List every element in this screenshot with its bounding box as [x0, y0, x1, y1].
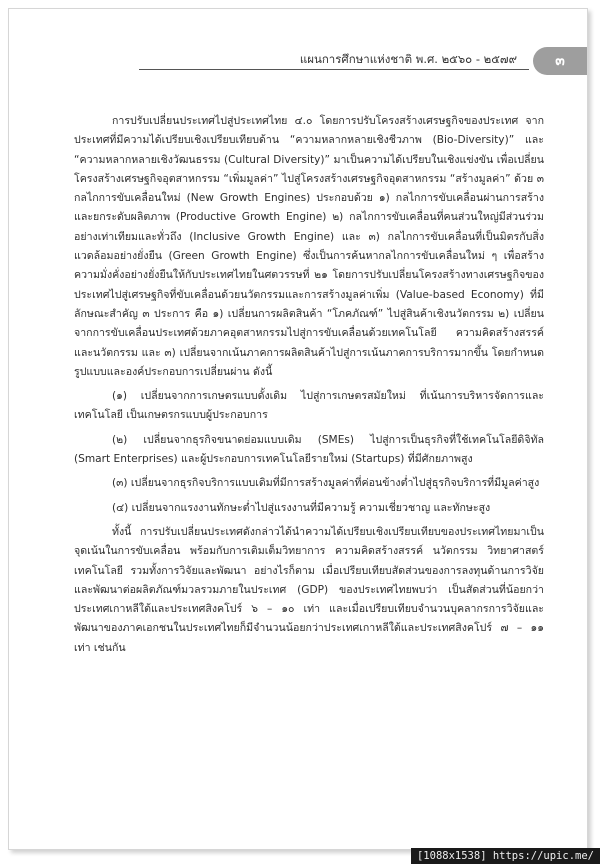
header-rule	[139, 69, 529, 70]
list-item-4: (๔) เปลี่ยนจากแรงงานทักษะต่ำไปสู่แรงงานที่มีความรู้ ความเชี่ยวชาญ และทักษะสูง	[112, 501, 491, 514]
list-item-1: (๑) เปลี่ยนจากการเกษตรแบบดั้งเดิม ไปสู่การเกษตรสมัยใหม่ ที่เน้นการบริหารจัดการและเทคโนโลยี เป็นเกษตรกรแบบผู้ประกอบการ	[74, 390, 544, 422]
list-item-2: (๒) เปลี่ยนจากธุรกิจขนาดย่อมแบบเดิม (SMEs) ไปสู่การเป็นธุรกิจที่ใช้เทคโนโลยีดิจิทัล (Smart Enterprises) และผู้ประกอบการเทคโนโลยีรายใหม่ (Startups) ที่มีศักยภาพสูง	[74, 433, 544, 466]
paragraph-conclusion: ทั้งนี้ การปรับเปลี่ยนประเทศดังกล่าวได้นำความได้เปรียบเชิงเปรียบเทียบของประเทศไทยมาเป็นจุดเน้นในการขับเคลื่อน พร้อมกับการเติมเต็มวิทยาการ ความคิดสร้างสรรค์ นวัตกรรม วิทยาศาสตร์ เทคโนโลยี รวมทั้งการวิจัยและพัฒนา อย่างไรก็ตาม เมื่อเปรียบเทียบสัดส่วนของการลงทุนด้านการวิจัยและพัฒนาต่อผลิตภัณฑ์มวลรวมภายในประเทศ (GDP) ของประเทศไทยพบว่า เป็นสัดส่วนที่น้อยกว่าประเทศเกาหลีใต้และประเทศสิงคโปร์ ๖ – ๑๐ เท่า และเมื่อเปรียบเทียบจำนวนบุคลากรการวิจัยและพัฒนาของภาคเอกชนในประเทศไทยก็มีจำนวนน้อยกว่าประเทศเกาหลีใต้และประเทศสิงคโปร์ ๗ – ๑๑ เท่า เช่นกัน	[74, 525, 544, 654]
page-header	[9, 49, 587, 75]
page-number-tab	[533, 47, 587, 75]
body-text	[74, 112, 544, 658]
paragraph-intro: การปรับเปลี่ยนประเทศไปสู่ประเทศไทย ๔.๐ โดยการปรับโครงสร้างเศรษฐกิจของประเทศ จากประเทศที่มีความได้เปรียบเชิงเปรียบเทียบด้าน “ความหลากหลายเชิงชีวภาพ (Bio-Diversity)” และ “ความหลากหลายเชิงวัฒนธรรม (Cultural Diversity)” มาเป็นความได้เปรียบในเชิงแข่งขัน เพื่อเปลี่ยนโครงสร้างเศรษฐกิจอุตสาหกรรม “เพิ่มมูลค่า” ไปสู่โครงสร้างเศรษฐกิจอุตสาหกรรม “สร้างมูลค่า” ด้วย ๓ กลไกการขับเคลื่อนใหม่ (New Growth Engines) ประกอบด้วย ๑) กลไกการขับเคลื่อนผ่านการสร้างและยกระดับผลิตภาพ (Productive Growth Engine) ๒) กลไกการขับเคลื่อนที่คนส่วนใหญ่มีส่วนร่วมอย่างเท่าเทียมและทั่วถึง (Inclusive Growth Engine) และ ๓) กลไกการขับเคลื่อนที่เป็นมิตรกับสิ่งแวดล้อมอย่างยั่งยืน (Green Growth Engine) ซึ่งเป็นการค้นหากลไกการขับเคลื่อนใหม่ ๆ เพื่อสร้างความมั่งคั่งอย่างยั่งยืนให้กับประเทศไทยในศตวรรษที่ ๒๑ โดยการปรับเปลี่ยนโครงสร้างทางเศรษฐกิจของประเทศไปสู่เศรษฐกิจที่ขับเคลื่อนด้วยนวัตกรรมและการสร้างมูลค่าเพิ่ม (Value-based Economy) ที่มีลักษณะสำคัญ ๓ ประการ คือ ๑) เปลี่ยนการผลิตสินค้า “โภคภัณฑ์” ไปสู่สินค้าเชิงนวัตกรรม ๒) เปลี่ยนจากการขับเคลื่อนประเทศด้วยภาคอุตสาหกรรมไปสู่การขับเคลื่อนด้วยเทคโนโลยี ความคิดสร้างสรรค์ และนวัตกรรม และ ๓) เปลี่ยนจากเน้นภาคการผลิตสินค้าไปสู่การเน้นภาคการบริการมากขึ้น โดยกำหนดรูปแบบและองค์ประกอบการเปลี่ยนผ่าน ดังนี้	[74, 115, 544, 378]
document-page	[8, 8, 588, 850]
list-item-3: (๓) เปลี่ยนจากธุรกิจบริการแบบเดิมที่มีการสร้างมูลค่าที่ค่อนข้างต่ำไปสู่ธุรกิจบริการที่มีมูลค่าสูง	[112, 477, 540, 490]
page-number: ๓	[555, 53, 565, 69]
watermark-badge: [1088x1538] https://upic.me/	[411, 848, 600, 864]
header-title: แผนการศึกษาแห่งชาติ พ.ศ. ๒๕๖๐ - ๒๕๗๙	[299, 52, 517, 66]
